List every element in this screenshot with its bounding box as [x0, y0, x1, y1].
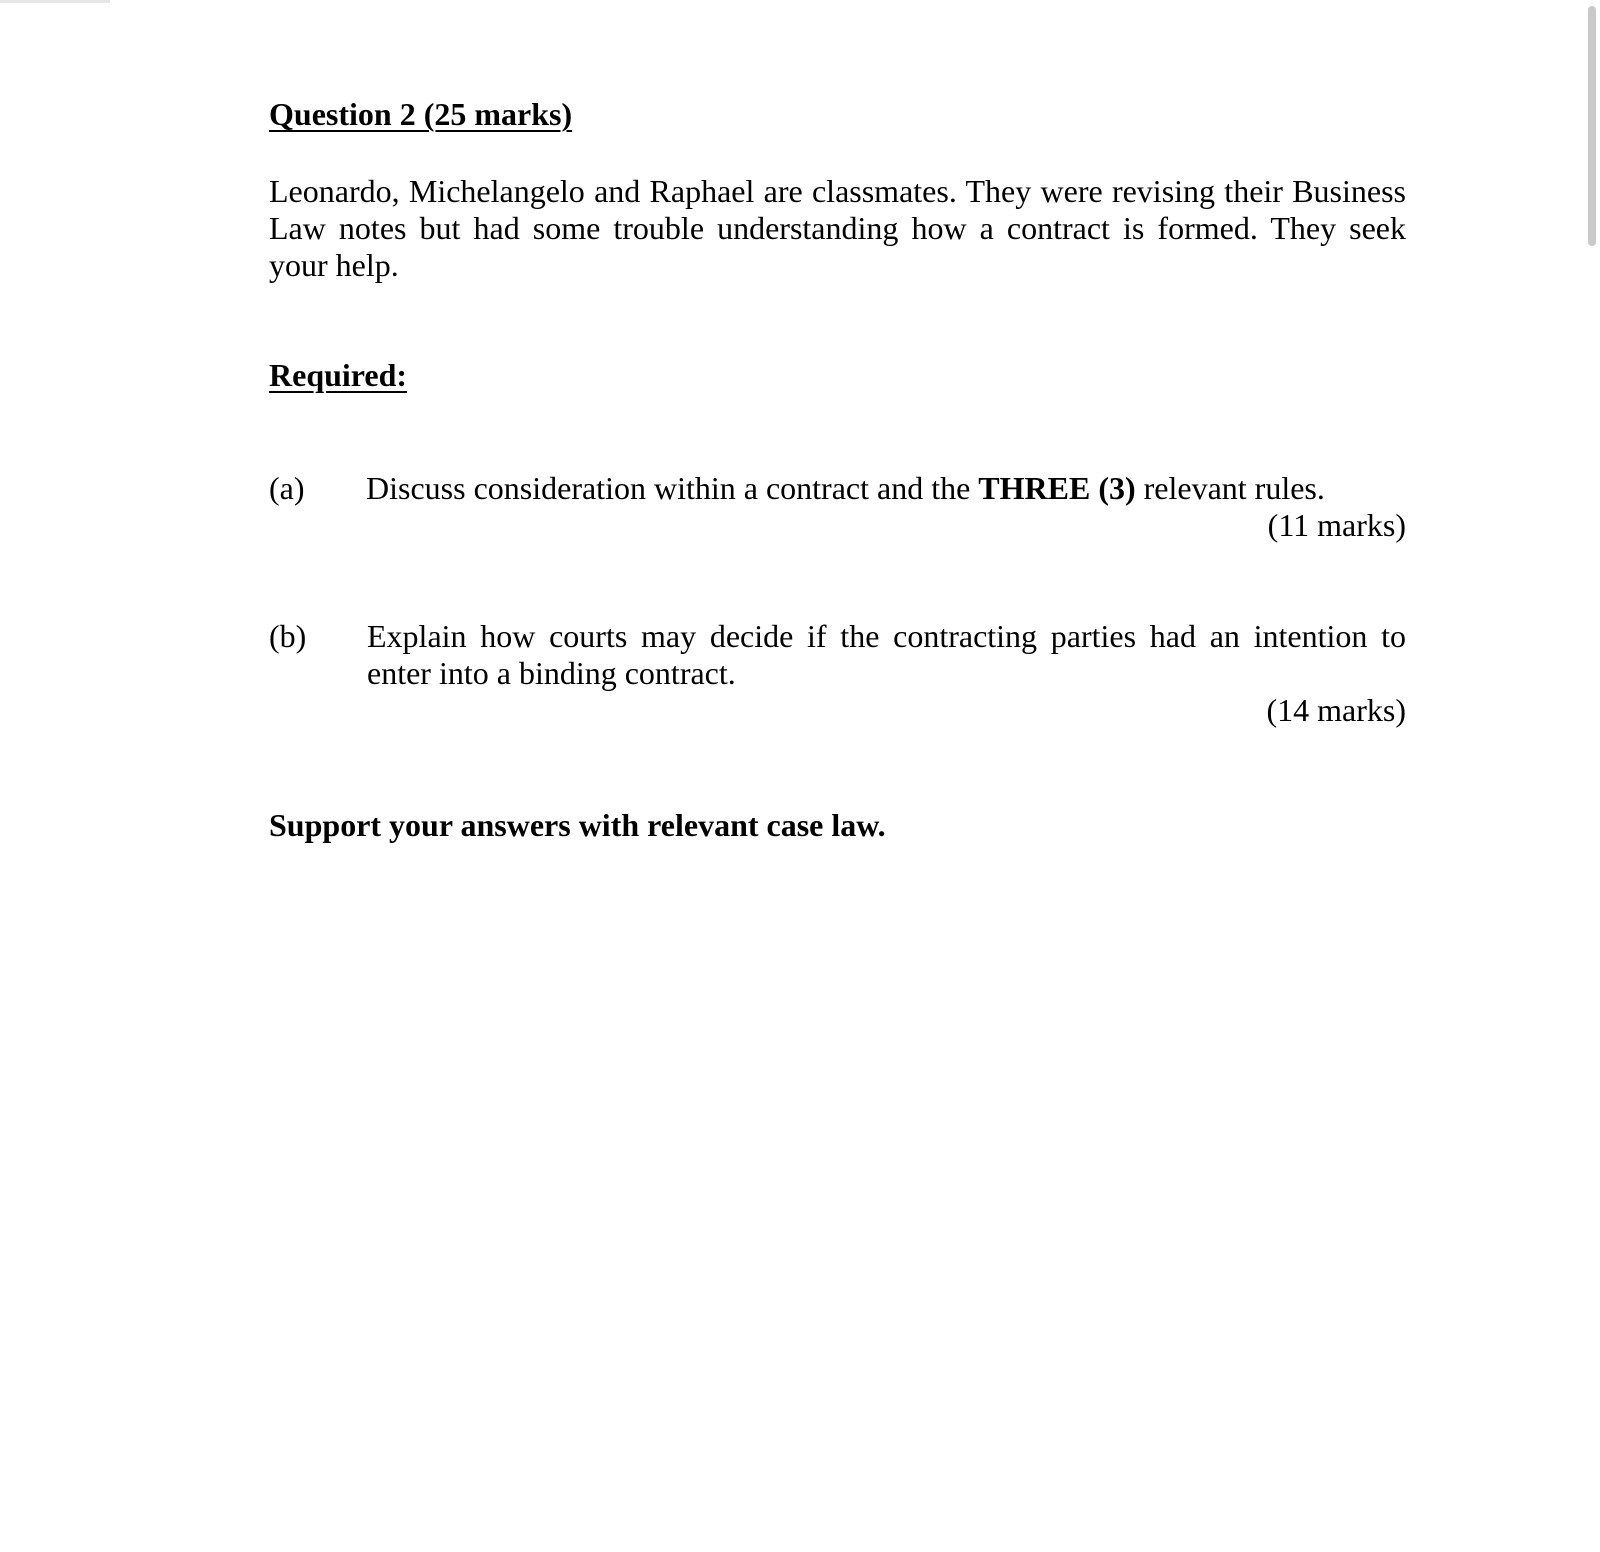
required-heading: Required: — [269, 357, 408, 393]
question-a-text-bold: THREE (3) — [978, 470, 1136, 506]
question-b-label: (b) — [269, 618, 307, 654]
question-a-text-before: Discuss consideration within a contract and the — [366, 470, 979, 506]
question-a-text — [366, 470, 1405, 507]
question-a-marks: (11 marks) — [1267, 507, 1406, 543]
question-heading: Question 2 (25 marks) — [269, 96, 573, 132]
question-a-text-after: relevant rules. — [1135, 470, 1325, 506]
top-edge-divider — [0, 0, 110, 3]
question-b-marks: (14 marks) — [1266, 692, 1406, 728]
intro-paragraph: Leonardo, Michelangelo and Raphael are classmates. They were revising their Business Law notes but had some trouble understanding how a contract is formed. They seek your help. — [269, 173, 1406, 283]
support-instruction: Support your answers with relevant case law. — [269, 807, 886, 843]
question-b-text: Explain how courts may decide if the contracting parties had an intention to enter into a binding contract. — [367, 618, 1406, 691]
vertical-scrollbar-thumb[interactable] — [1588, 6, 1596, 246]
question-a-label: (a) — [269, 470, 305, 506]
